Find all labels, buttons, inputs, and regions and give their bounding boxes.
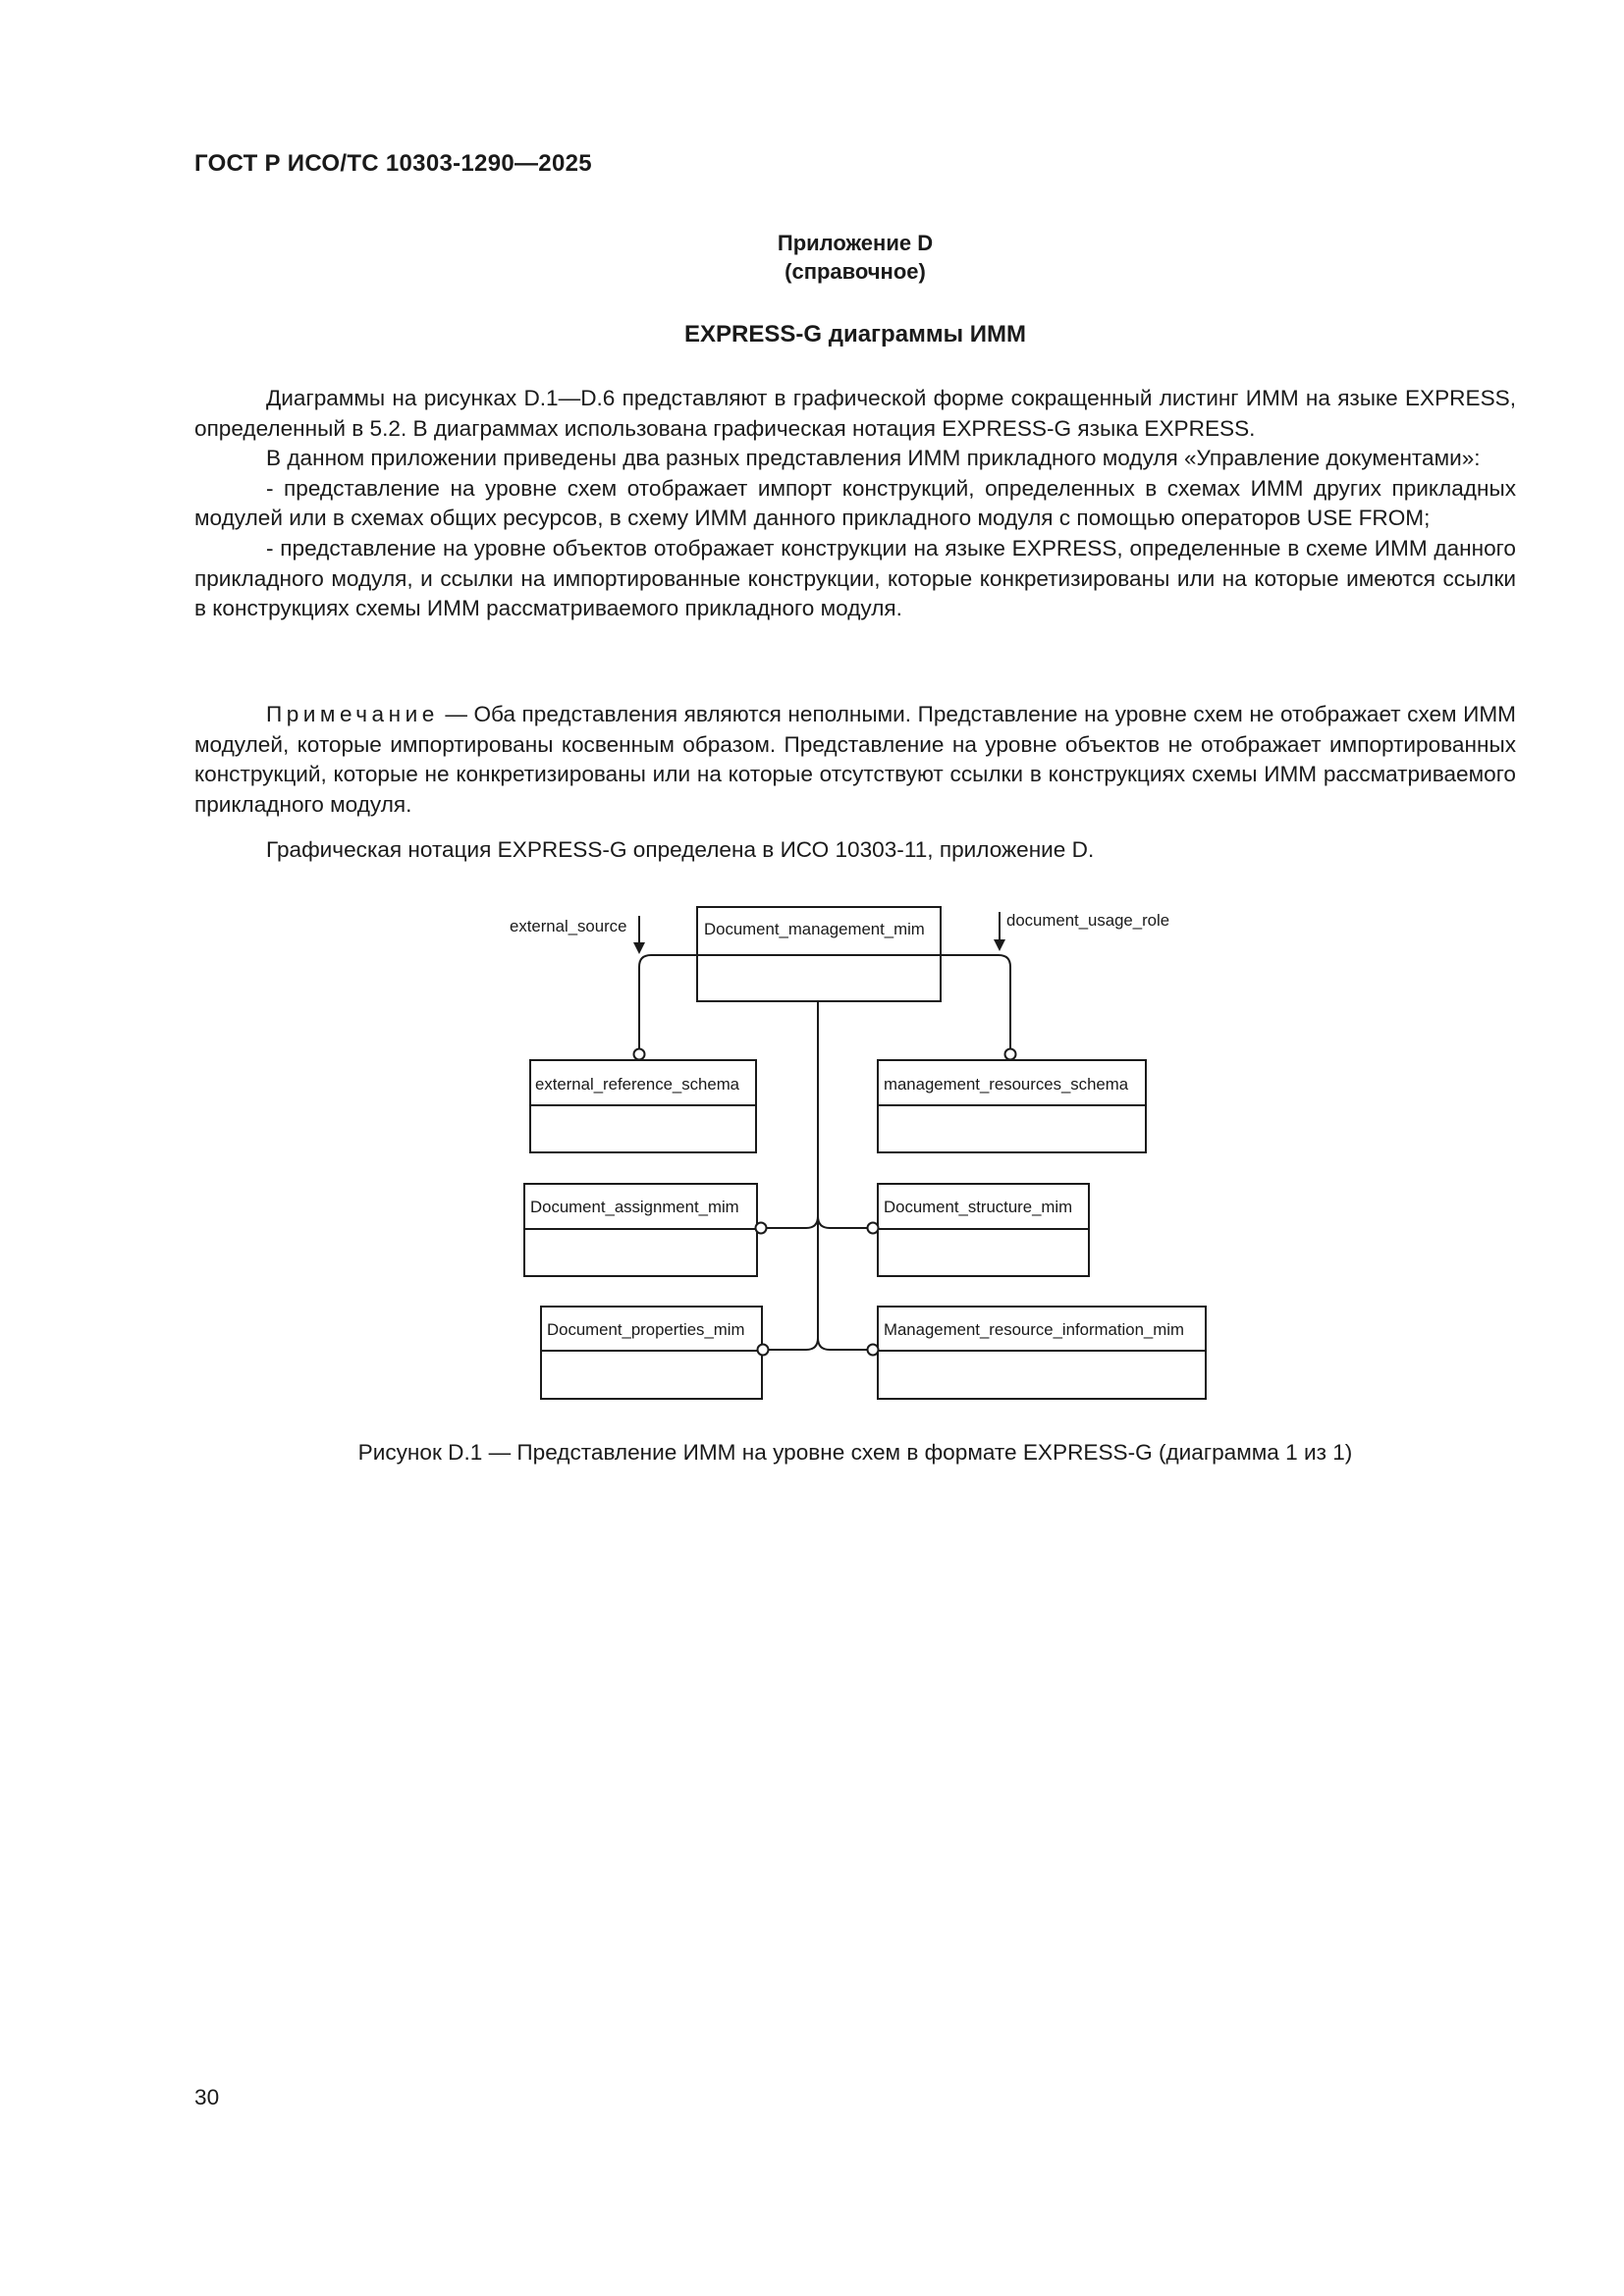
document-assignment-label: Document_assignment_mim	[530, 1198, 739, 1216]
connector-to-external-reference	[639, 955, 651, 1048]
management-resource-information-label: Management_resource_information_mim	[884, 1320, 1184, 1339]
paragraph-5: Графическая нотация EXPRESS-G определена в ИСО 10303-11, приложение D.	[266, 837, 1095, 862]
note-label: Примечание	[266, 702, 439, 726]
figure-caption: Рисунок D.1 — Представление ИММ на уровне схем в формате EXPRESS-G (диаграмма 1 из 1)	[357, 1440, 1353, 1465]
note-text: — Оба представления являются неполными. Представление на уровне схем не отображает схем ИММ модулей, которые импортированы косвенным образом. Представление на уровне объектов не отображает импортированных конструкций, которые не конкретизированы или на которые отсутствуют ссылки в конструкциях схемы ИММ рассматриваемого прикладного модуля.	[194, 702, 1516, 817]
paragraph-1: Диаграммы на рисунках D.1—D.6 представляют в графической форме сокращенный листинг ИММ на языке EXPRESS, определенный в 5.2. В диаграммах использована графическая нотация EXPRESS-G языка EXPRESS.	[194, 386, 1516, 441]
document-usage-role-label: document_usage_role	[1006, 911, 1170, 930]
management-resources-schema-label: management_resources_schema	[884, 1075, 1129, 1094]
connector-to-management-resources	[999, 955, 1010, 1048]
external-source-label: external_source	[510, 917, 627, 935]
root-schema-label: Document_management_mim	[704, 920, 925, 938]
document-code: ГОСТ Р ИСО/ТС 10303-1290—2025	[194, 150, 592, 177]
document-properties-label: Document_properties_mim	[547, 1320, 745, 1339]
external-reference-schema-label: external_reference_schema	[535, 1075, 740, 1094]
paragraph-3: - представление на уровне схем отображает импорт конструкций, определенных в схемах ИММ других прикладных модулей или в схемах общих ресурсов, в схему ИММ данного прикладного модуля с помощью операторов USE FROM;	[194, 475, 1516, 531]
annex-status: (справочное)	[785, 259, 926, 284]
annex-title: EXPRESS-G диаграммы ИММ	[684, 321, 1026, 347]
annex-label: Приложение D	[777, 231, 934, 255]
document-structure-label: Document_structure_mim	[884, 1198, 1073, 1216]
page-number: 30	[194, 2085, 220, 2109]
paragraph-2: В данном приложении приведены два разных представления ИММ прикладного модуля «Управление документами»:	[266, 446, 1481, 471]
paragraph-4: - представление на уровне объектов отображает конструкции на языке EXPRESS, определенные в схеме ИММ данного прикладного модуля, и ссылки на импортированные конструкции, которые конкретизированы или на которые имеются ссылки в конструкциях схемы ИММ рассматриваемого прикладного модуля.	[194, 535, 1516, 621]
